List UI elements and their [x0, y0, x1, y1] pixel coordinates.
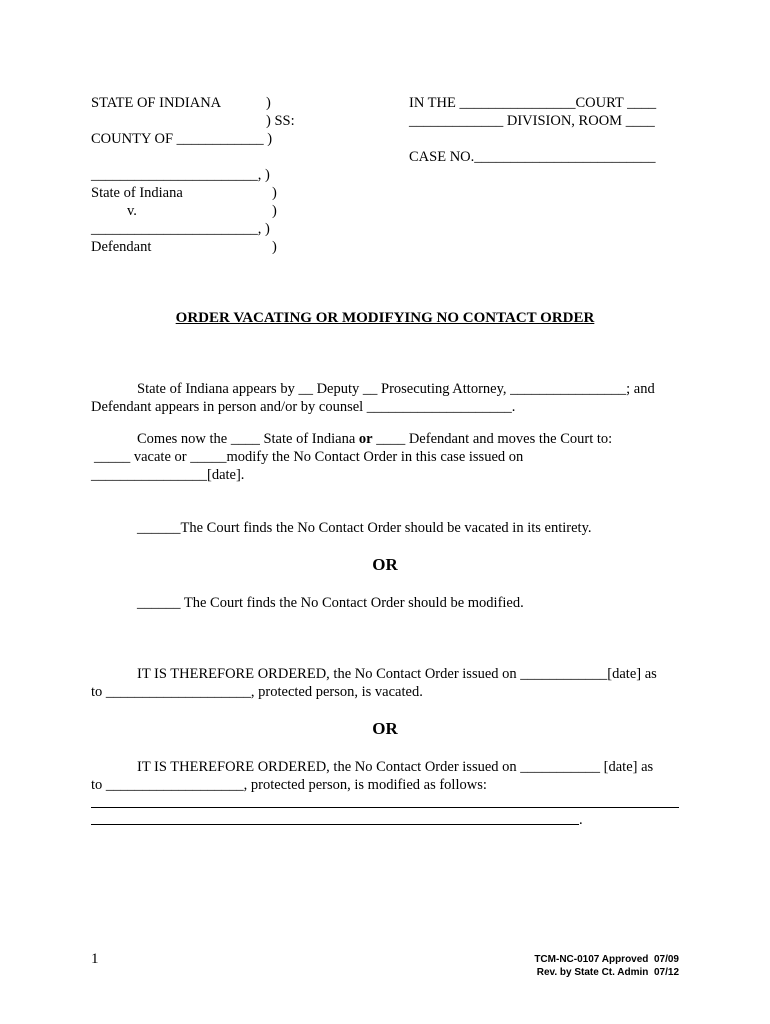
or-separator: OR: [372, 719, 398, 738]
modification-blank-line: [91, 824, 579, 825]
finding-vacate: ______The Court finds the No Contact Order should be vacated in its entirety.: [137, 520, 592, 536]
motion-text: ____ Defendant and moves the Court to:: [372, 431, 613, 447]
appearance-line: Defendant appears in person and/or by counsel ____________________.: [91, 399, 516, 415]
form-id: TCM-NC-0107 Approved 07/09: [534, 954, 679, 965]
finding-modify: ______ The Court finds the No Contact Order should be modified.: [137, 595, 524, 611]
caption-versus: v.: [127, 203, 137, 219]
order-modify-line: to ___________________, protected person, is modified as follows:: [91, 777, 487, 793]
or-separator: OR: [372, 555, 398, 574]
caption-ss: ) SS:: [266, 113, 295, 129]
motion-line: [137, 430, 612, 448]
caption-defendant: Defendant: [91, 239, 152, 255]
caption-plaintiff: State of Indiana: [91, 185, 183, 201]
caption-paren: ): [266, 95, 271, 111]
caption-paren: ): [272, 203, 277, 219]
caption-paren: ): [272, 185, 277, 201]
caption-county: COUNTY OF ____________ ): [91, 131, 273, 147]
court-division-line: _____________ DIVISION, ROOM ____: [409, 113, 655, 129]
caption-paren: ): [272, 239, 277, 255]
order-vacate-line: to ____________________, protected person, is vacated.: [91, 684, 423, 700]
order-vacate-line: IT IS THEREFORE ORDERED, the No Contact Order issued on ____________[date] as: [137, 666, 657, 682]
document-title: ORDER VACATING OR MODIFYING NO CONTACT ORDER: [175, 310, 595, 326]
motion-line: _____ vacate or _____modify the No Contact Order in this case issued on: [94, 449, 524, 465]
motion-line: ________________[date].: [91, 467, 245, 483]
caption-party-blank: _______________________, ): [91, 167, 270, 183]
motion-text: Comes now the ____ State of Indiana: [137, 431, 359, 447]
form-revision: Rev. by State Ct. Admin 07/12: [536, 967, 679, 978]
case-number-line: CASE NO._________________________: [409, 149, 656, 165]
caption-state: STATE OF INDIANA: [91, 95, 222, 111]
court-name-line: IN THE ________________COURT ____: [409, 95, 657, 111]
modification-blank-line: [91, 807, 679, 808]
modification-end-period: .: [579, 812, 583, 828]
caption-party-blank: _______________________, ): [91, 221, 270, 237]
motion-or: or: [358, 431, 373, 447]
page-number: 1: [91, 951, 99, 967]
order-modify-line: IT IS THEREFORE ORDERED, the No Contact Order issued on ___________ [date] as: [137, 759, 654, 775]
appearance-line: State of Indiana appears by __ Deputy __ Prosecuting Attorney, ________________; and: [137, 381, 655, 397]
